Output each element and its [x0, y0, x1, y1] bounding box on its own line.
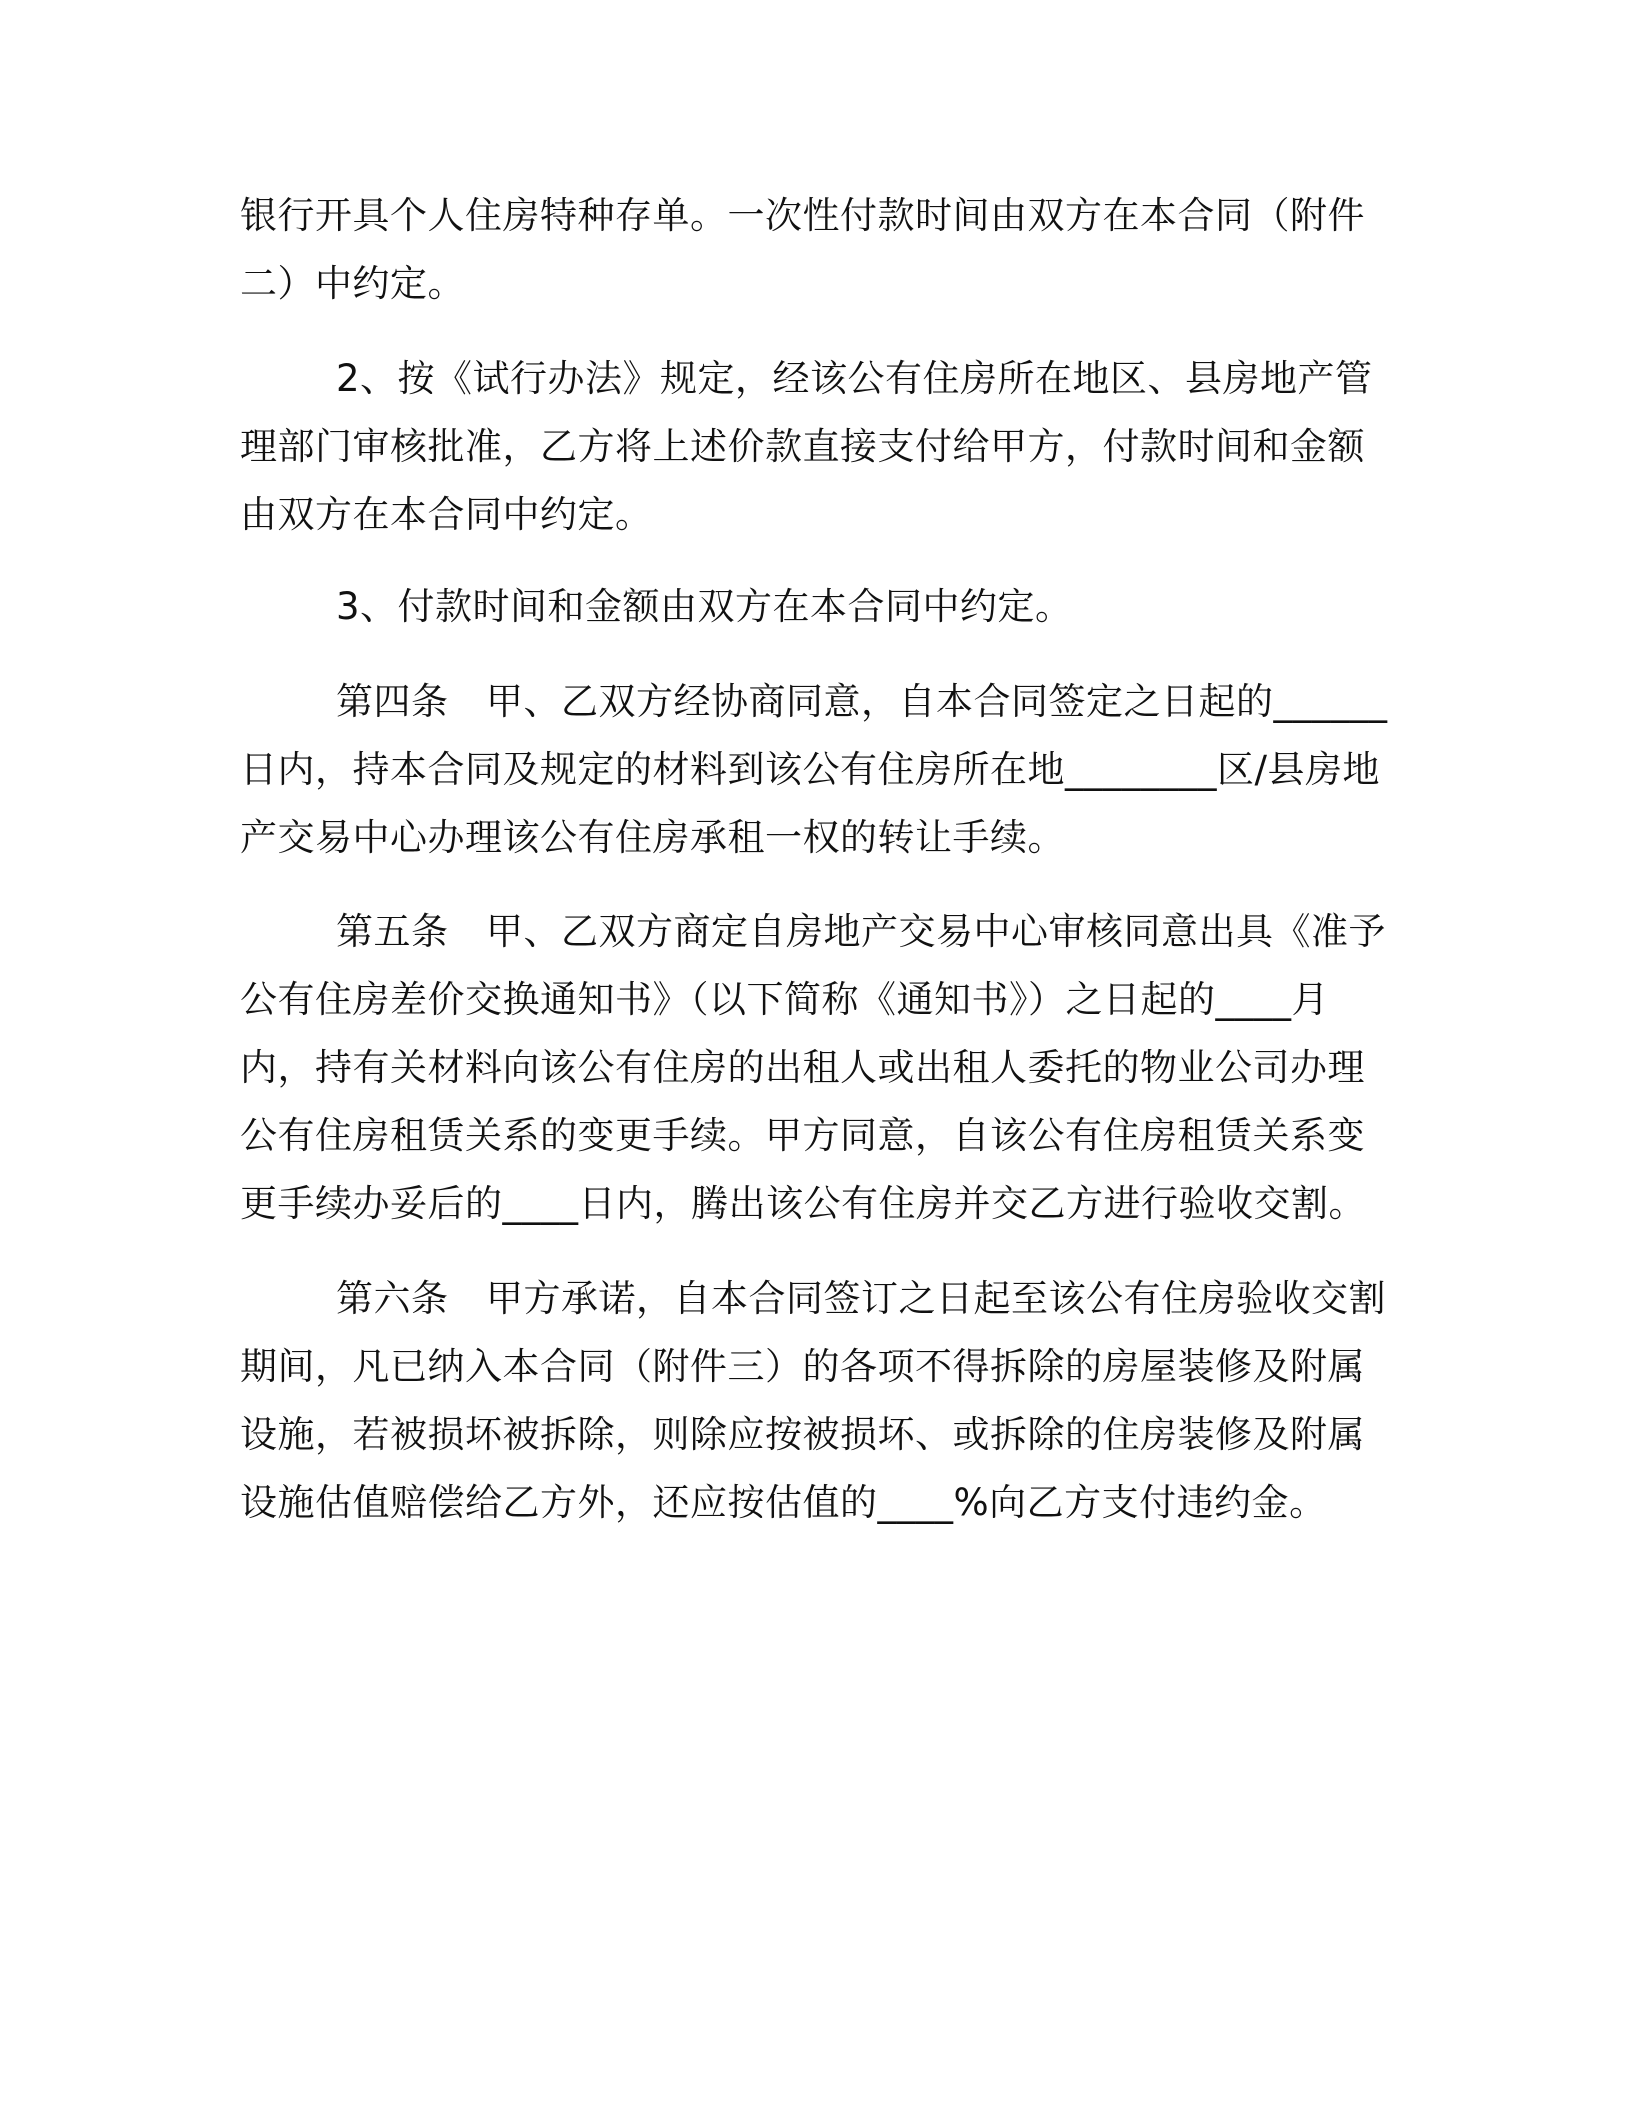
text-line: 二）中约定。: [240, 262, 465, 305]
text-line: 理部门审核批准，乙方将上述价款直接支付给甲方，付款时间和金额: [240, 425, 1365, 468]
text-line: 更手续办妥后的____日内，腾出该公有住房并交乙方进行验收交割。: [240, 1182, 1366, 1225]
paragraph-clause-2: [240, 345, 1390, 549]
text-line: 期间，凡已纳入本合同（附件三）的各项不得拆除的房屋装修及附属: [240, 1345, 1365, 1388]
paragraph-article-6: [240, 1265, 1390, 1537]
document-body: [240, 182, 1390, 1537]
paragraph-payment-deposit: [240, 182, 1390, 318]
text-line: 由双方在本合同中约定。: [240, 493, 653, 536]
text-line: 公有住房租赁关系的变更手续。甲方同意，自该公有住房租赁关系变: [240, 1114, 1365, 1157]
text-line: 第五条 甲、乙双方商定自房地产交易中心审核同意出具《准予: [336, 910, 1386, 953]
text-line: 3、付款时间和金额由双方在本合同中约定。: [336, 585, 1073, 628]
paragraph-article-4: [240, 668, 1390, 872]
text-line: 第四条 甲、乙双方经协商同意，自本合同签定之日起的______: [336, 680, 1388, 723]
text-line: 设施估值赔偿给乙方外，还应按估值的____%向乙方支付违约金。: [240, 1481, 1327, 1524]
text-line: 2、按《试行办法》规定，经该公有住房所在地区、县房地产管: [336, 357, 1373, 400]
paragraph-clause-3: [240, 573, 1390, 641]
text-line: 内，持有关材料向该公有住房的出租人或出租人委托的物业公司办理: [240, 1046, 1365, 1089]
text-line: 第六条 甲方承诺，自本合同签订之日起至该公有住房验收交割: [336, 1277, 1386, 1320]
text-line: 产交易中心办理该公有住房承租一权的转让手续。: [240, 816, 1065, 859]
paragraph-article-5: [240, 898, 1390, 1238]
text-line: 银行开具个人住房特种存单。一次性付款时间由双方在本合同（附件: [240, 194, 1365, 237]
text-line: 公有住房差价交换通知书》（以下简称《通知书》）之日起的____月: [240, 978, 1329, 1021]
text-line: 日内，持本合同及规定的材料到该公有住房所在地________区/县房地: [240, 748, 1380, 791]
text-line: 设施，若被损坏被拆除，则除应按被损坏、或拆除的住房装修及附属: [240, 1413, 1365, 1456]
